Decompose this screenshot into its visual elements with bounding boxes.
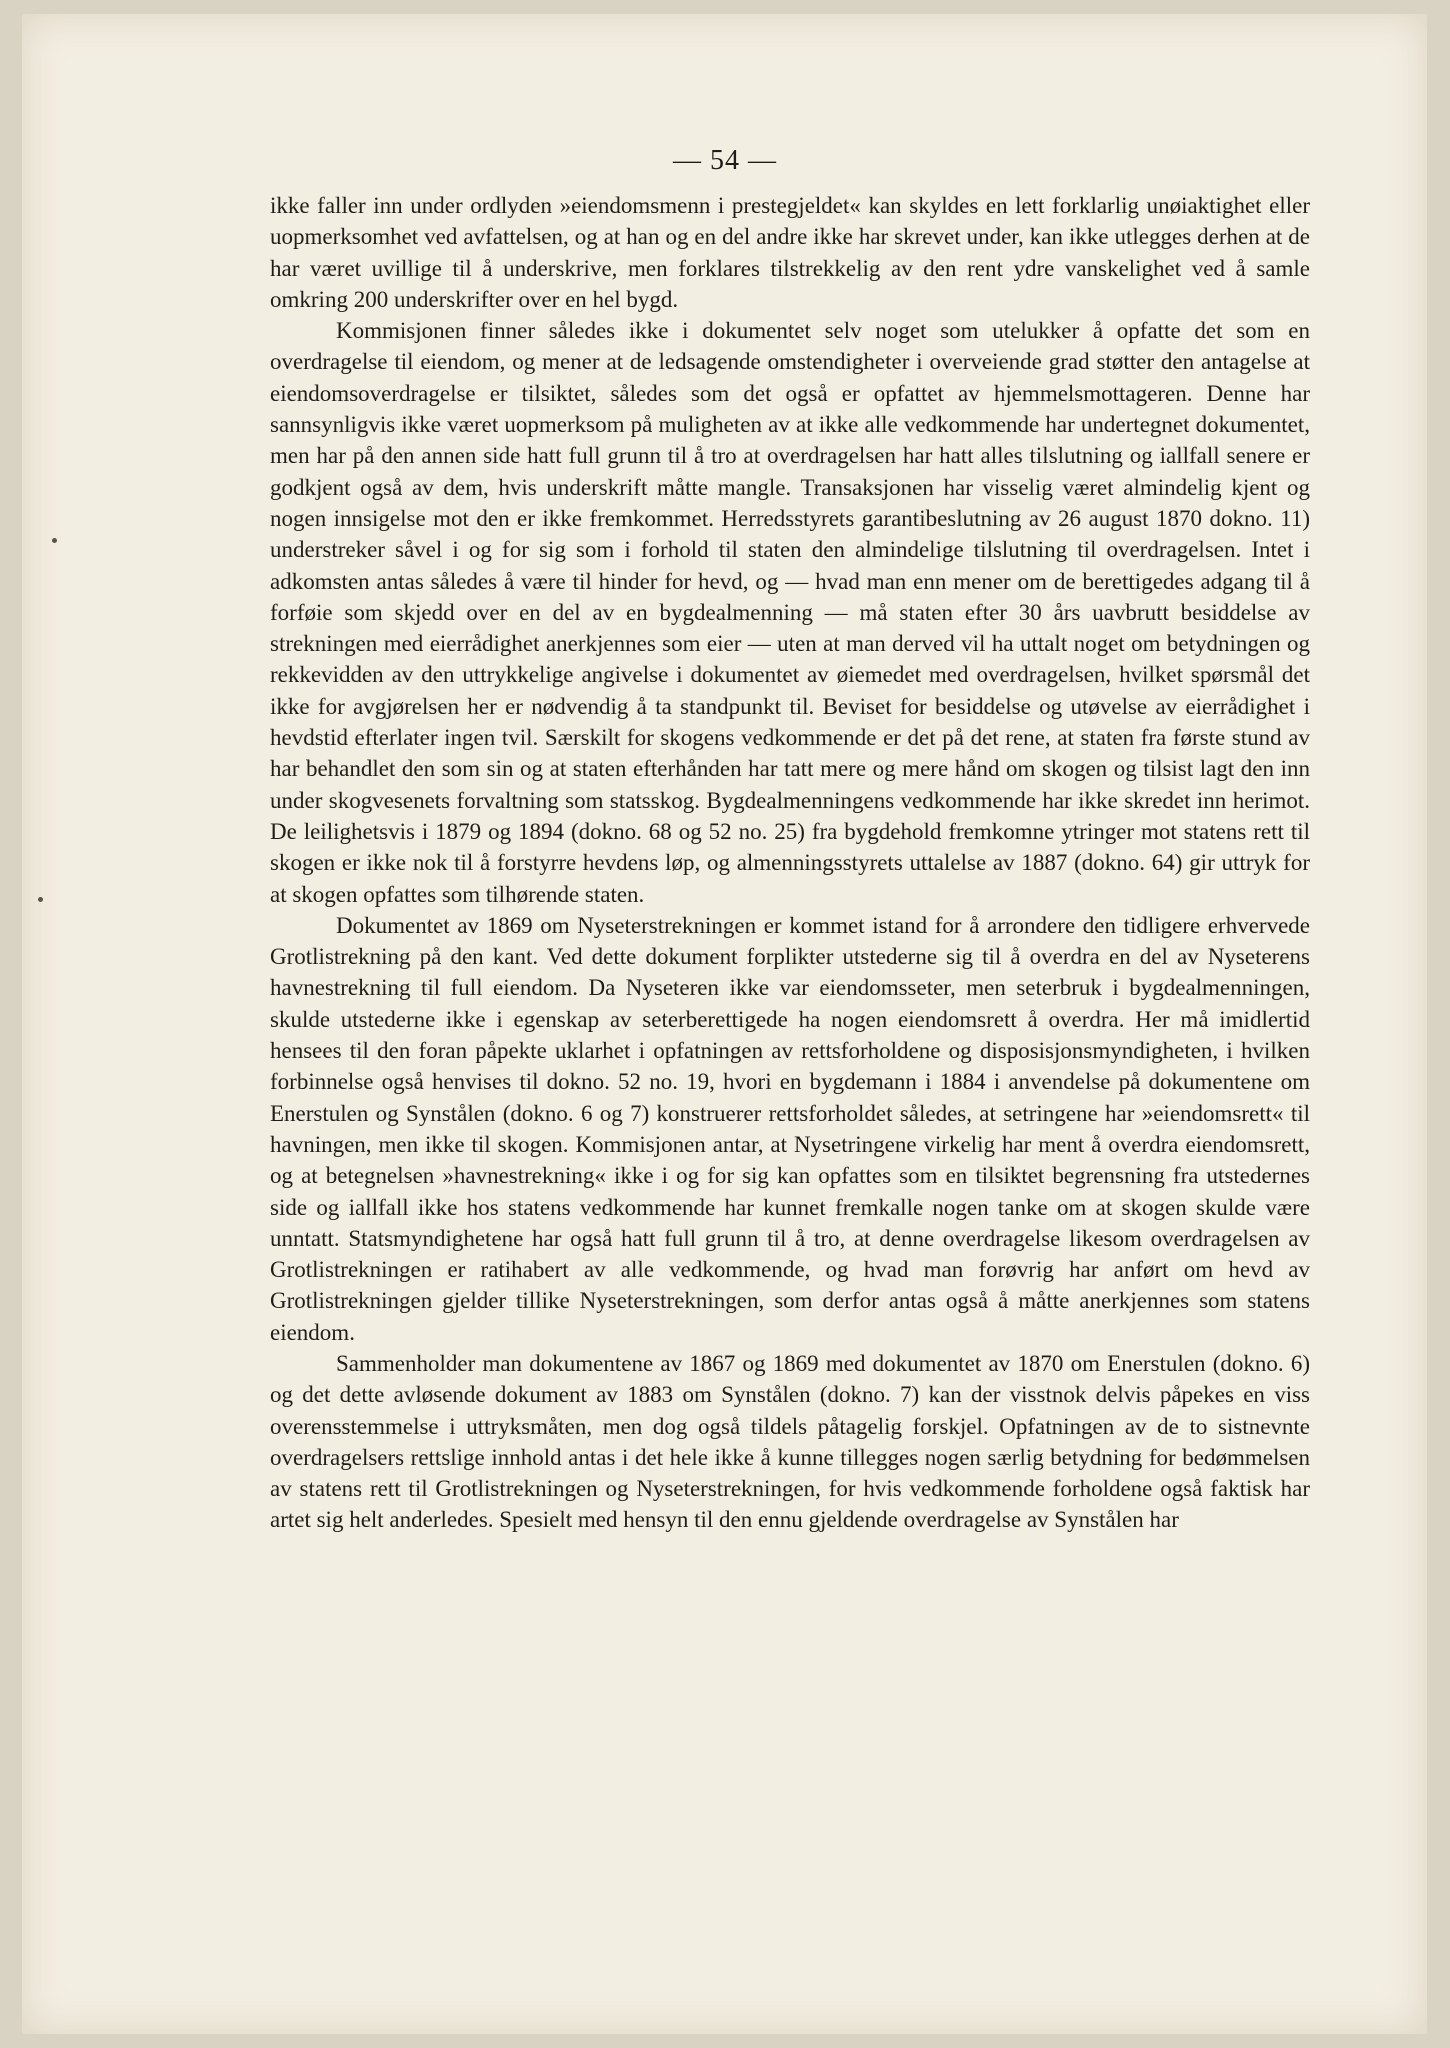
margin-speck [52,538,57,543]
paragraph: ikke faller inn under ordlyden »eiendomsmenn i prestegjeldet« kan skyldes en lett forklarlig unøiaktighet eller uopmerksomhet ved avfattelsen, og at han og en del andre ikke har skrevet under, kan ikke utlegges derhen at de har været uvillige til å underskrive, men forklares tilstrekkelig av den rent ydre vanskelighet ved å samle omkring 200 underskrifter over en hel bygd. [270,193,1310,312]
paragraph: Sammenholder man dokumentene av 1867 og 1869 med dokumentet av 1870 om Enerstulen (dokno. 6) og det dette avløsende dokument av 1883 om Synstålen (dokno. 7) kan der visstnok delvis påpekes en viss overensstemmelse i uttryksmåten, men dog også tildels påtagelig forskjel. Opfatningen av de to sistnevnte overdragelsers rettslige innhold antas i det hele ikke å kunne tillegges nogen særlig betydning for bedømmelsen av statens rett til Grotlistrekningen og Nyseterstrekningen, for hvis vedkommende forholdene også faktisk har artet sig helt anderledes. Spesielt med hensyn til den ennu gjeldende overdragelse av Synstålen har [270,1350,1310,1533]
page-number: — 54 — [673,145,777,176]
paragraph: Dokumentet av 1869 om Nyseterstrekningen er kommet istand for å arrondere den tidligere erhvervede Grotlistrekning på den kant. Ved dette dokument forplikter utstederne sig til å overdra en del av Nyseterens havnestrekning til full eiendom. Da Nyseteren ikke var eiendomsseter, men seterbruk i bygdealmenningen, skulde utstederne ikke i egenskap av seterberettigede ha nogen eiendomsrett å overdra. Her må imidlertid hensees til den foran påpekte uklarhet i opfatningen av rettsforholdene og disposisjonsmyndigheten, i hvilken forbinnelse også henvises til dokno. 52 no. 19, hvori en bygdemann i 1884 i anvendelse på dokumentene om Enerstulen og Synstålen (dokno. 6 og 7) konstruerer rettsforholdet således, at setringene har »eiendomsrett« til havningen, men ikke til skogen. Kommisjonen antar, at Nysetringene virkelig har ment å overdra eiendomsrett, og at betegnelsen »havnestrekning« ikke i og for sig kan opfattes som en tilsiktet begrensning fra utstedernes side og iallfall ikke hos statens vedkommende har kunnet fremkalle nogen tanke om at skogen skulde være unntatt. Statsmyndighetene har også hatt full grunn til å tro, at denne overdragelse likesom overdragelsen av Grotlistrekningen er ratihabert av alle vedkommende, og hvad man forøvrig har anført om hevd av Grotlistrekningen gjelder tillike Nyseterstrekningen, som derfor antas også å måtte anerkjennes som statens eiendom. [270,912,1310,1345]
margin-speck [38,897,43,902]
document-body [270,190,1310,1536]
paragraph: Kommisjonen finner således ikke i dokumentet selv noget som utelukker å opfatte det som en overdragelse til eiendom, og mener at de ledsagende omstendigheter i overveiende grad støtter den antagelse at eiendomsoverdragelse er tilsiktet, således som det også er opfattet av hjemmelsmottageren. Denne har sannsynligvis ikke været uopmerksom på muligheten av at ikke alle vedkommende har undertegnet dokumentet, men har på den annen side hatt full grunn til å tro at overdragelsen har hatt alles tilslutning og iallfall senere er godkjent også av dem, hvis underskrift måtte mangle. Transaksjonen har visselig været almindelig kjent og nogen innsigelse mot den er ikke fremkommet. Herredsstyrets garantibeslutning av 26 august 1870 dokno. 11) understreker såvel i og for sig som i forhold til staten den almindelige tilslutning til overdragelsen. Intet i adkomsten antas således å være til hinder for hevd, og — hvad man enn mener om de berettigedes adgang til å forføie som skjedd over en del av en bygdealmenning — må staten efter 30 års uavbrutt besiddelse av strekningen med eierrådighet anerkjennes som eier — uten at man derved vil ha uttalt noget om betydningen og rekkevidden av den uttrykkelige angivelse i dokumentet av øiemedet med overdragelsen, hvilket spørsmål det ikke for avgjørelsen her er nødvendig å ta standpunkt til. Beviset for besiddelse og utøvelse av eierrådighet i hevdstid efterlater ingen tvil. Særskilt for skogens vedkommende er det på det rene, at staten fra første stund av har behandlet den som sin og at staten efterhånden har tatt mere og mere hånd om skogen og tilsist lagt den inn under skogvesenets forvaltning som statsskog. Bygdealmenningens vedkommende har ikke skredet inn herimot. De leilighetsvis i 1879 og 1894 (dokno. 68 og 52 no. 25) fra bygdehold fremkomne ytringer mot statens rett til skogen er ikke nok til å forstyrre hevdens løp, og almenningsstyrets uttalelse av 1887 (dokno. 64) gir uttryk for at skogen opfattes som tilhørende staten. [270,318,1310,907]
